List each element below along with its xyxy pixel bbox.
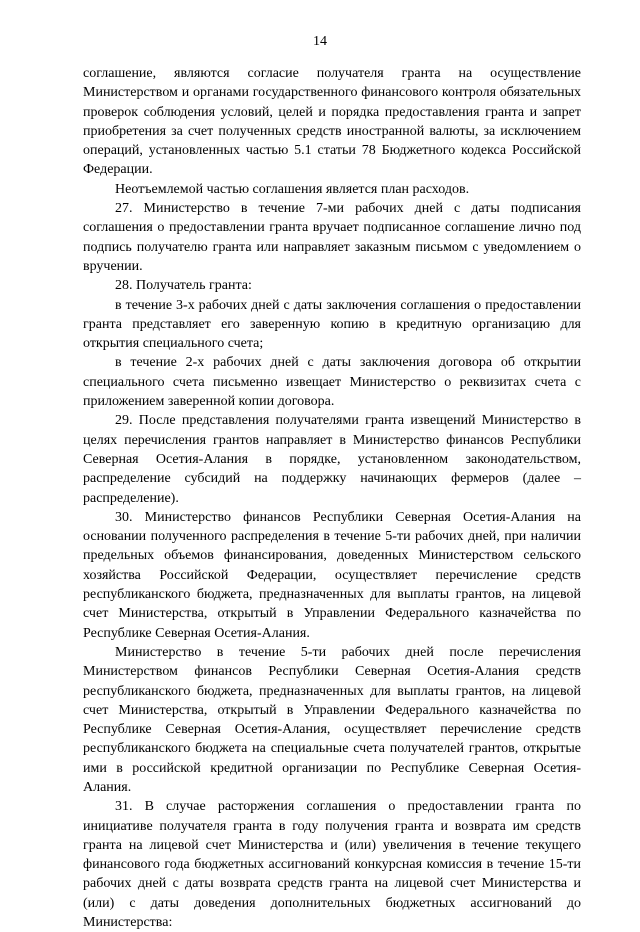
paragraph-28-item-1: в течение 3-х рабочих дней с даты заключения соглашения о предоставлении гранта представляет его заверенную копию в кредитную организацию для открытия специального счета; (83, 297, 581, 352)
paragraph-30: 30. Министерство финансов Республики Северная Осетия-Алания на основании полученного распределения в течение 5-ти рабочих дней, при наличии предельных объемов финансирования, доведенных Министерством сельского хозяйства Российской Федерации, осуществляет перечисление средств республиканского бюджета, предназначенных для выплаты грантов, на лицевой счет Министерства, открытый в Управлении Федерального казначейства по Республике Северная Осетия-Алания. (83, 509, 581, 641)
paragraph-31: 31. В случае расторжения соглашения о предоставлении гранта по инициативе получателя гранта в году получения гранта и возврата им средств гранта на лицевой счет Министерства и (или) увеличения в течение текущего финансового года бюджетных ассигнований конкурсная комиссия в течение 15-ти рабочих дней с даты возврата средств гранта на лицевой счет Министерства и (или) с даты доведения дополнительных бюджетных ассигнований до Министерства: (83, 799, 581, 931)
paragraph-27: 27. Министерство в течение 7-ми рабочих дней с даты подписания соглашения о предоставлении гранта вручает подписанное соглашение лично под подпись получателю гранта или направляет заказным письмом с уведомлением о вручении. (83, 201, 581, 274)
paragraph-expense-plan: Неотъемлемой частью соглашения является план расходов. (115, 181, 470, 197)
paragraph-grant-conditions: соглашение, являются согласие получателя гранта на осуществление Министерством и органами государственного финансового контроля обязательных проверок соблюдения условий, целей и порядка предоставления гранта и запрет приобретения за счет полученных средств иностранной валюты, за исключением операций, установленных частью 5.1 статьи 78 Бюджетного кодекса Российской Федерации. (83, 66, 581, 178)
paragraph-28-item-2: в течение 2-х рабочих дней с даты заключения договора об открытии специального счета письменно извещает Министерство о реквизитах счета с приложением заверенной копии договора. (83, 355, 581, 410)
paragraph-30-continued: Министерство в течение 5-ти рабочих дней после перечисления Министерством финансов Республики Северная Осетия-Алания средств республиканского бюджета, предназначенных для выплаты грантов, на лицевой счет Министерства, открытый в Управлении Федерального казначейства по Республике Северная Осетия-Алания, осуществляет перечисление средств республиканского бюджета на специальные счета получателей грантов, открытые ими в российской кредитной организации по Республике Северная Осетия-Алания. (83, 644, 581, 795)
document-body (83, 64, 581, 932)
page-number: 14 (313, 34, 327, 49)
paragraph-28: 28. Получатель гранта: (115, 278, 252, 294)
paragraph-29: 29. После представления получателями гранта извещений Министерство в целях перечисления грантов направляет в Министерство финансов Республики Северная Осетия-Алания в порядке, установленном законодательством, распределение субсидий на поддержку начинающих фермеров (далее – распределение). (83, 413, 581, 506)
